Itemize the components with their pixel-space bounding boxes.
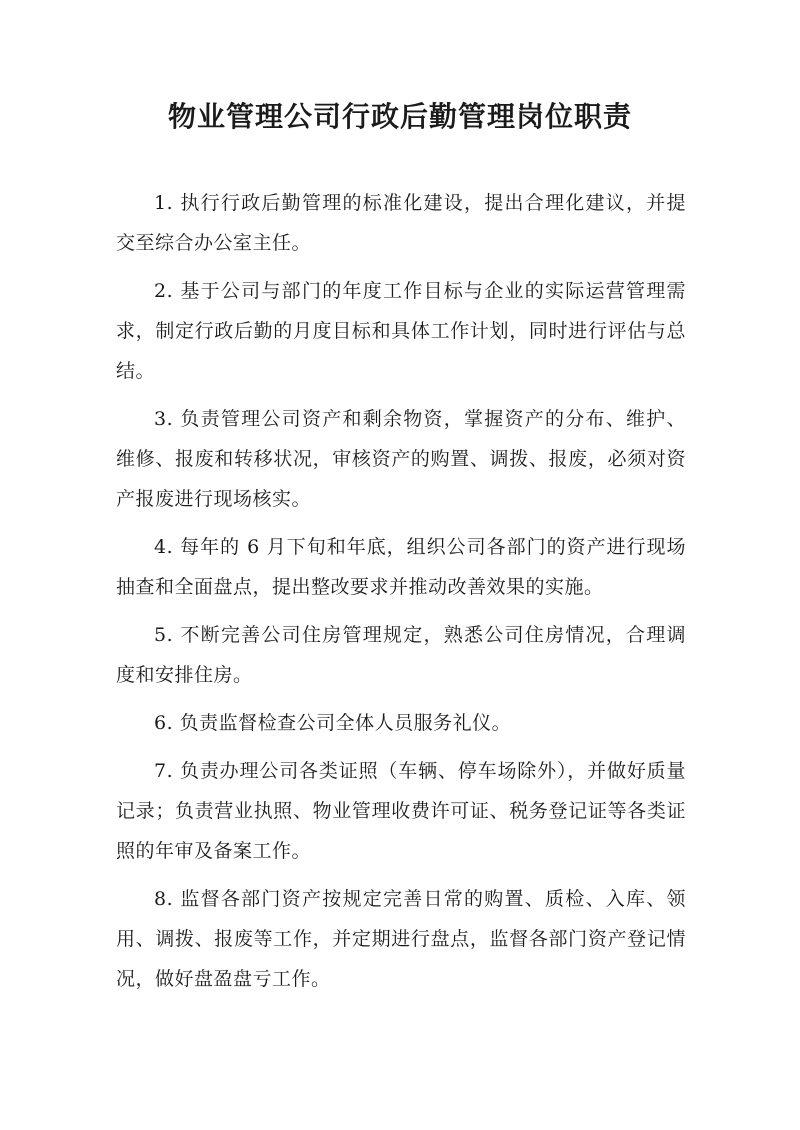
duty-paragraph-7: 7. 负责办理公司各类证照（车辆、停车场除外），并做好质量记录；负责营业执照、物业管理收费许可证、税务登记证等各类证照的年审及备案工作。: [116, 760, 686, 862]
document-body: [116, 183, 686, 1007]
duty-paragraph-2: 2. 基于公司与部门的年度工作目标与企业的实际运营管理需求，制定行政后勤的月度目标和具体工作计划，同时进行评估与总结。: [116, 280, 686, 382]
duty-paragraph-4: 4. 每年的 6 月下旬和年底，组织公司各部门的资产进行现场抽查和全面盘点，提出整改要求并推动改善效果的实施。: [116, 536, 686, 598]
duty-paragraph-1: 1. 执行行政后勤管理的标准化建设，提出合理化建议，并提交至综合办公室主任。: [116, 192, 686, 254]
duty-paragraph-6: 6. 负责监督检查公司全体人员服务礼仪。: [154, 712, 512, 734]
duty-paragraph-5: 5. 不断完善公司住房管理规定，熟悉公司住房情况，合理调度和安排住房。: [116, 624, 686, 686]
document-title: 物业管理公司行政后勤管理岗位职责: [167, 100, 632, 133]
duty-paragraph-3: 3. 负责管理公司资产和剩余物资，掌握资产的分布、维护、维修、报废和转移状况，审核资产的购置、调拨、报废，必须对资产报废进行现场核实。: [116, 408, 686, 510]
duty-paragraph-8: 8. 监督各部门资产按规定完善日常的购置、质检、入库、领用、调拨、报废等工作，并定期进行盘点，监督各部门资产登记情况，做好盘盈盘亏工作。: [116, 888, 686, 990]
